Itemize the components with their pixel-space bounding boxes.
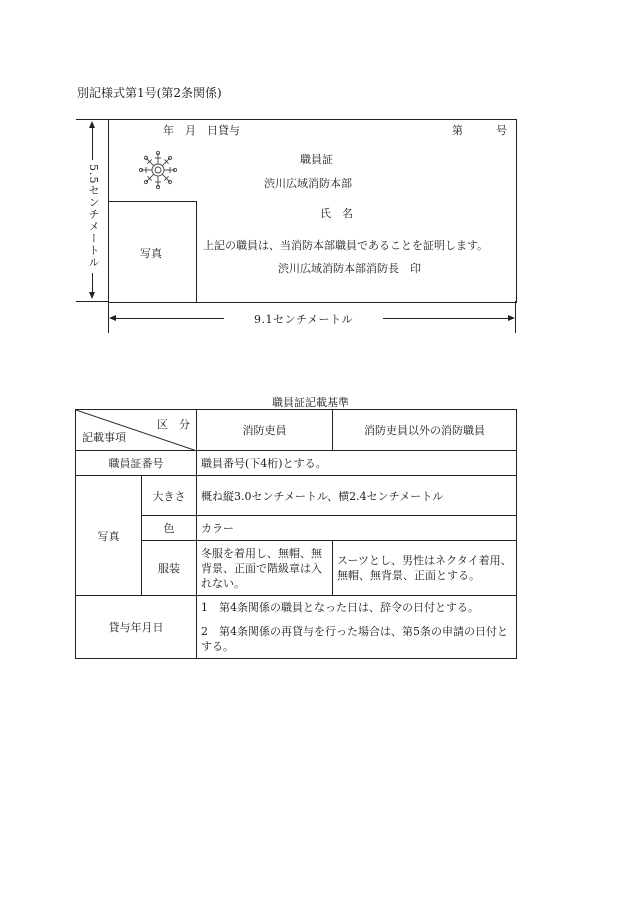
arrow-right-icon xyxy=(508,315,515,321)
form-header: 別記様式第1号(第2条関係) xyxy=(77,86,222,100)
row-value-color: カラー xyxy=(197,516,517,541)
date-rule-1: 1 第4条関係の職員となった日は、辞令の日付とする。 xyxy=(201,601,479,614)
arrow-up-icon xyxy=(89,121,95,128)
card-organization: 渋川広域消防本部 xyxy=(264,177,352,190)
height-label: 5.5センチメートル xyxy=(85,160,101,273)
extension-line-right xyxy=(515,301,516,333)
table-row xyxy=(76,451,517,476)
row-label-photo: 写真 xyxy=(76,476,142,596)
arrow-left-icon xyxy=(109,315,116,321)
card-number-label: 第 号 xyxy=(452,124,507,137)
photo-label: 写真 xyxy=(140,247,162,260)
corner-header-cell xyxy=(76,410,197,451)
row-label-date: 貸与年月日 xyxy=(76,596,197,659)
extension-line-bottom xyxy=(76,301,108,302)
row-value-number: 職員番号(下4桁)とする。 xyxy=(197,451,517,476)
table-header-row xyxy=(76,410,517,451)
row-value-clothing-firefighter: 冬服を着用し、無帽、無背景、正面で階級章は入れない。 xyxy=(197,541,333,596)
row-value-clothing-other: スーツとし、男性はネクタイ着用、無帽、無背景、正面とする。 xyxy=(333,541,517,596)
table-row xyxy=(76,516,517,541)
column-header-firefighter: 消防吏員 xyxy=(197,410,333,451)
arrow-down-icon xyxy=(89,292,95,299)
card-title: 職員証 xyxy=(300,153,333,166)
corner-top-label: 区 分 xyxy=(157,418,190,431)
row-label-clothing: 服装 xyxy=(142,541,197,596)
column-header-other-staff: 消防吏員以外の消防職員 xyxy=(333,410,517,451)
name-label: 氏 名 xyxy=(320,207,353,220)
corner-bottom-label: 記載事項 xyxy=(82,431,126,444)
table-title: 職員証記載基準 xyxy=(272,396,349,409)
row-label-size: 大きさ xyxy=(142,476,197,516)
date-rule-2: 2 第4条関係の再貸与を行った場合は、第5条の申請の日付とする。 xyxy=(201,625,508,653)
table-row xyxy=(76,541,517,596)
extension-line-top xyxy=(76,119,108,120)
certification-text: 上記の職員は、当消防本部職員であることを証明します。 xyxy=(203,239,489,252)
chief-signature-text: 渋川広域消防本部消防長 印 xyxy=(278,262,421,275)
table-row xyxy=(76,596,517,659)
standards-table xyxy=(75,409,517,659)
fire-department-emblem-icon xyxy=(138,150,178,190)
table-row xyxy=(76,476,517,516)
issue-date-label: 年 月 日貸与 xyxy=(163,124,240,137)
row-label-number: 職員証番号 xyxy=(76,451,197,476)
row-label-color: 色 xyxy=(142,516,197,541)
row-value-date xyxy=(197,596,517,659)
row-value-size: 概ね縦3.0センチメートル、横2.4センチメートル xyxy=(197,476,517,516)
width-label: 9.1センチメートル xyxy=(224,311,383,327)
